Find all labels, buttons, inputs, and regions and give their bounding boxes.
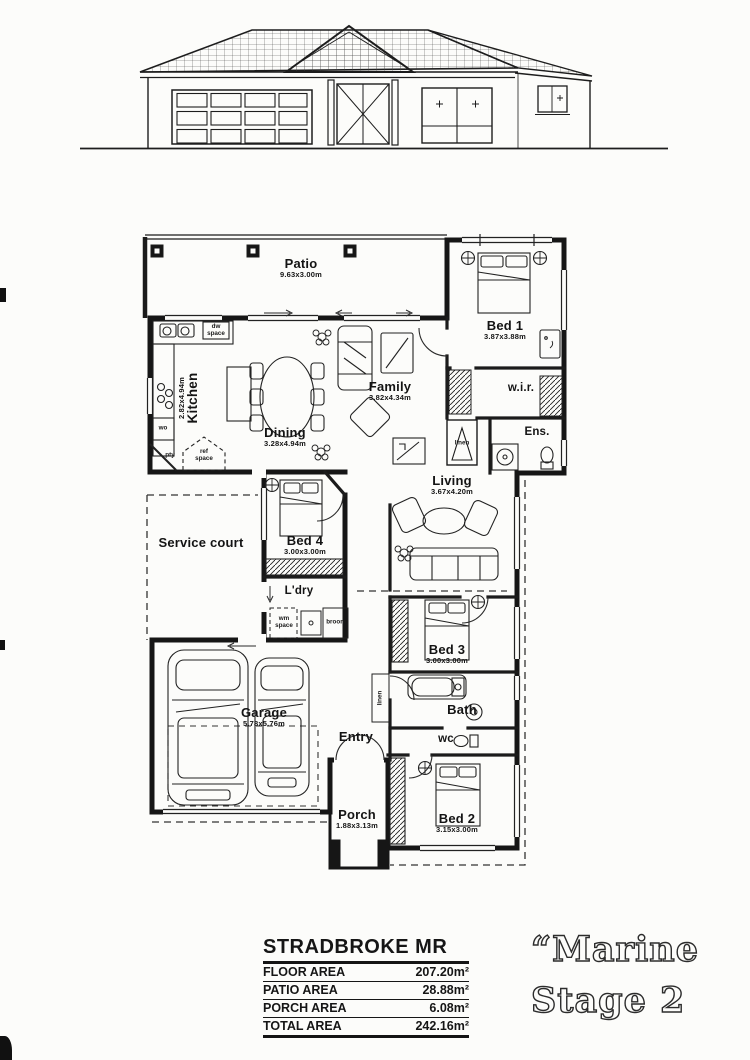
- row-value: 28.88m²: [422, 983, 469, 997]
- fixture-label-linen: linen: [454, 439, 470, 447]
- row-label: TOTAL AREA: [263, 1019, 342, 1033]
- table-row-total-area: [263, 1018, 469, 1038]
- room-label-wir: w.i.r.: [507, 382, 535, 394]
- table-row-porch-area: [263, 1000, 469, 1018]
- scan-artifact: [0, 288, 6, 302]
- fixture-label-broom: broom: [326, 618, 346, 626]
- room-label-porch: Porch 1.88x3.13m: [335, 807, 379, 830]
- fixture-label-linen-2: linen: [376, 690, 384, 706]
- row-value: 242.16m²: [415, 1019, 469, 1033]
- room-label-patio: Patio 9.63x3.00m: [279, 256, 323, 279]
- brand-line-1: “Marine: [531, 929, 700, 970]
- fixture-label-wm-space: wm space: [275, 615, 293, 629]
- row-label: PORCH AREA: [263, 1001, 347, 1015]
- room-label-bath: Bath: [447, 702, 477, 717]
- fixture-label-pty: pty: [165, 451, 175, 459]
- marketing-brand-text: [531, 924, 731, 1026]
- room-label-garage: Garage 5.78x5.76m: [240, 705, 288, 728]
- room-label-service-court: Service court: [158, 535, 244, 550]
- table-row-patio-area: [263, 982, 469, 1000]
- room-label-living: Living 3.67x4.20m: [430, 473, 474, 496]
- room-label-family: Family 3.82x4.34m: [368, 379, 412, 402]
- row-label: PATIO AREA: [263, 983, 338, 997]
- room-label-bed4: Bed 4 3.00x3.00m: [283, 533, 327, 556]
- room-label-bed1: Bed 1 3.87x3.88m: [483, 318, 527, 341]
- brand-line-2: Stage 2: [531, 980, 686, 1021]
- room-label-ens: Ens.: [524, 426, 550, 438]
- room-label-bed3: Bed 3 3.00x3.00m: [425, 642, 469, 665]
- row-value: 6.08m²: [429, 1001, 469, 1015]
- table-row-floor-area: [263, 964, 469, 982]
- fixture-label-ref-space: ref space: [195, 448, 213, 462]
- area-summary-table: [263, 936, 469, 1038]
- room-label-entry: Entry: [338, 729, 374, 744]
- scan-artifact: [0, 640, 5, 650]
- row-label: FLOOR AREA: [263, 965, 346, 979]
- room-label-kitchen: 2.82x4.94m Kitchen: [176, 372, 200, 424]
- fixture-label-wo: wo: [158, 424, 168, 432]
- row-value: 207.20m²: [415, 965, 469, 979]
- room-label-wc: wc: [438, 733, 454, 745]
- room-label-ldry: L'dry: [284, 585, 314, 597]
- room-label-dining: Dining 3.28x4.94m: [263, 425, 307, 448]
- room-label-bed2: Bed 2 3.15x3.00m: [435, 811, 479, 834]
- scan-artifact: [0, 1036, 12, 1060]
- plan-title: STRADBROKE MR: [263, 936, 469, 964]
- fixture-label-dw-space: dw space: [207, 323, 225, 337]
